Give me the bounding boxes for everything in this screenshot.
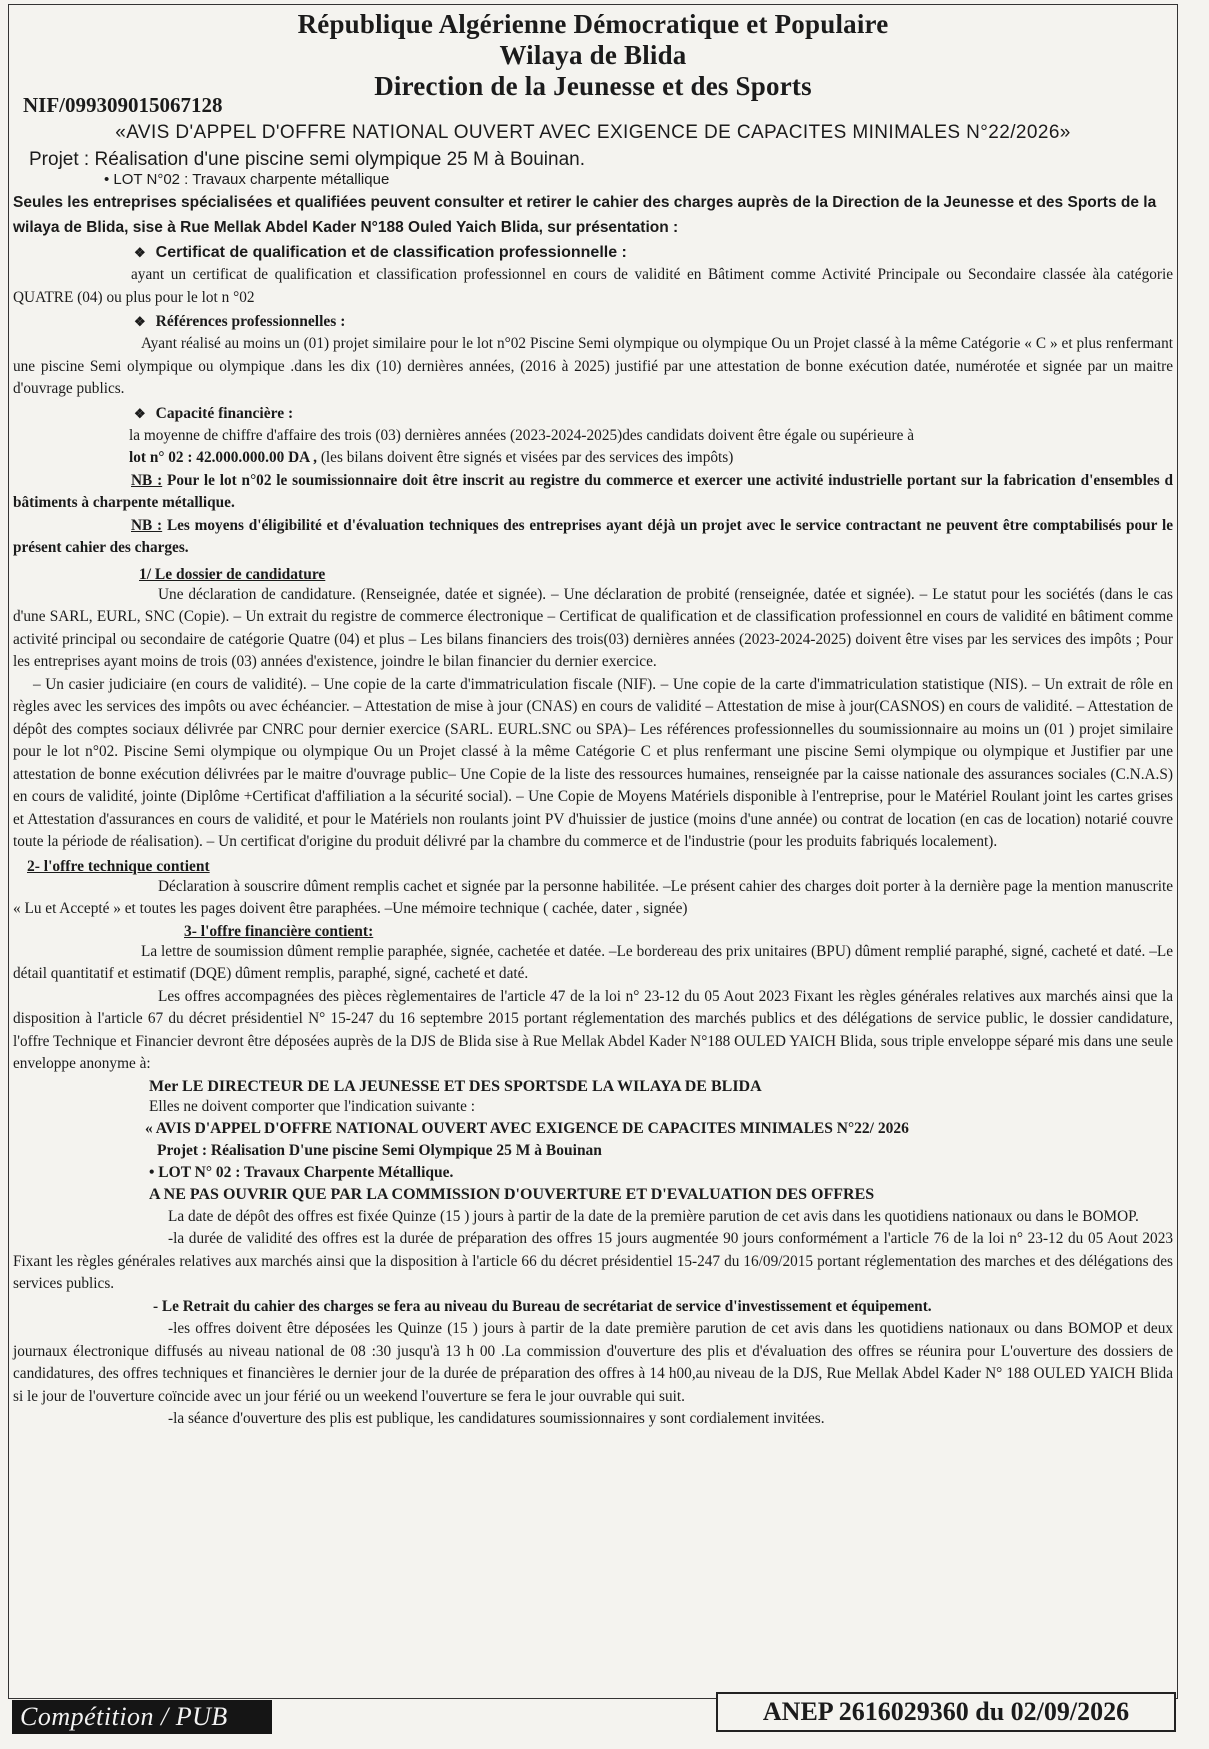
financial-offer-text: La lettre de soumission dûment remplie paraphée, signée, cachetée et datée. –Le bordereau des prix unitaires (BPU) dûment remplié paraphé, signé, cacheté et daté. –Le détail quantitatif et estimatif (DQE) dûment remplis, paraphé, signé, cacheté et daté. [13, 942, 1173, 982]
envelope-title: « AVIS D'APPEL D'OFFRE NATIONAL OUVERT AVEC EXIGENCE DE CAPACITES MINIMALES N°22/ 2026 [145, 1119, 909, 1137]
diamond-bullet-icon: ❖ [134, 245, 146, 260]
project-title: Projet : Réalisation d'une piscine semi olympique 25 M à Bouinan. [29, 149, 585, 170]
lot-title: • LOT N°02 : Travaux charpente métallique [104, 171, 390, 188]
references-heading: ❖ Références professionnelles : [134, 313, 346, 330]
notice-title: «AVIS D'APPEL D'OFFRE NATIONAL OUVERT AVEC EXIGENCE DE CAPACITES MINIMALES N°22/2026» [115, 122, 1071, 143]
header [9, 9, 1177, 102]
anep-reference: ANEP 2616029360 du 02/09/2026 [716, 1692, 1176, 1732]
candidature-text-1: Une déclaration de candidature. (Renseignée, datée et signée). – Une déclaration de probité (renseignée, datée et signée). – Le statut pour les sociétés (dans le cas d'une SARL, EURL, SNC (Copie). – Un extrait du registre de commerce électronique – Certificat de qualification et de classification professionnel en cours de validité en bâtiment comme activité principal ou secondaire de catégorie Quatre (04) et plus – Les bilans financiers des trois(03) dernières années (2023-2024-2025) doivent être vises par les services des impôts ; Pour les entreprises ayant moins de trois (03) années d'existence, joindre le bilan financier du dernier exercice. [13, 585, 1173, 670]
session-text: -la séance d'ouverture des plis est publique, les candidatures soumissionnaires y sont cordialement invitées. [168, 1410, 825, 1427]
references-text: Ayant réalisé au moins un (01) projet similaire pour le lot n°02 Piscine Semi olympique ou olympique Ou un Projet classé à la même Catégorie « C » et plus renfermant une piscine Semi olympique ou olympique .dans les dix (10) dernières années, (2016 à 2025) justifié par une attestation de bonne exécution datée, numérotée et signée par un maitre d'ouvrage publics. [13, 335, 1173, 397]
financial-text: la moyenne de chiffre d'affaire des trois (03) dernières années (2023-2024-2025)des candidats doivent être égale ou supérieure à lot n° 02 : 42.000.000.00 DA , (les bilans doivent être signés et visées par des services des impôts) [129, 426, 914, 466]
certificate-text: ayant un certificat de qualification et classification professionnel en cours de validité en Bâtiment comme Activité Principale ou Secondaire classée àla catégorie QUATRE (04) ou plus pour le lot n °02 [13, 266, 1173, 306]
indication-line: Elles ne doivent comporter que l'indication suivante : [149, 1097, 476, 1115]
envelope-project: Projet : Réalisation D'une piscine Semi Olympique 25 M à Bouinan [157, 1141, 602, 1159]
header-wilaya: Wilaya de Blida [499, 40, 687, 70]
regulatory-text: Les offres accompagnées des pièces règlementaires de l'article 47 de la loi n° 23-12 du 05 Aout 2023 Fixant les règles générales relatives aux marchés ainsi que la disposition à l'article 67 du décret présidentiel N° 15-247 du 16 septembre 2015 portant réglementation des marchés publics et des délégations de service public, le dossier candidature, l'offre Technique et Financier devront être déposées auprès de la DJS de Blida sise à Rue Mellak Abdel Kader N°188 OULED YAICH Blida, sous triple enveloppe séparé mis dans une seule enveloppe anonyme à: [13, 987, 1173, 1072]
technical-text: Déclaration à souscrire dûment remplis cachet et signée par la personne habilitée. –Le présent cahier des charges doit porter à la dernière page la mention manuscrite « Lu et Accepté » et toutes les pages doivent être paraphées. –Une mémoire technique ( cachée, dater , signée) [13, 877, 1173, 917]
candidature-text-2: – Un casier judiciaire (en cours de validité). – Une copie de la carte d'immatriculation fiscale (NIF). – Une copie de la carte d'immatriculation statistique (NIS). – Un extrait de rôle en règles avec les services des impôts ou avec échéancier. – Attestation de mise à jour (CNAS) en cours de validité – Attestation de mise à jour(CASNOS) en cours de validité. – Attestation de dépôt des comptes sociaux délivrée par CNRC pour dernier exercice (SARL. EURL.SNC ou SPA)– Les références professionnelles du soumissionnaire au moins un (01 ) projet similaire pour le lot n°02. Piscine Semi olympique ou olympique Ou un Projet classé à la même Catégorie C et plus renfermant une piscine Semi olympique ou olympique et Justifier par une attestation de bonne exécution délivrées par le maitre d'ouvrage public– Une Copie de la liste des ressources humaines, renseignée par la caisse nationale des assurances sociales (C.N.A.S) en cours de validité, jointe (Diplôme +Certificat d'affiliation a la sécurité social). – Une Copie de Moyens Matériels disponible à l'entreprise, pour le Matériel Roulant joint les cartes grises et Attestation d'assurances en cours de validité, et pour le Matériels non roulants joint PV d'huissier de justice (moins d'une année) ou contrat de location (en cas de location) notarié couvre toute la période de réalisation). – Un certificat d'origine du produit délivré par la chambre du commerce et de l'industrie (pour les produits fabriqués localement). [13, 675, 1173, 850]
envelope-warning: A NE PAS OUVRIR QUE PAR LA COMMISSION D'OUVERTURE ET D'EVALUATION DES OFFRES [149, 1185, 875, 1203]
nb-eligibility: NB : Les moyens d'éligibilité et d'évaluation techniques des entreprises ayant déjà un projet avec le service contractant ne peuvent être comptabilisés pour le présent cahier des charges. [13, 516, 1174, 556]
deposit-date-text: La date de dépôt des offres est fixée Quinze (15 ) jours à partir de la date de la première parution de cet avis dans les quotidiens nationaux ou dans le BOMOP. [168, 1207, 1139, 1225]
opening-text: -les offres doivent être déposées les Quinze (15 ) jours à partir de la date première parution de cet avis dans les quotidiens nationaux ou dans BOMOP et deux journaux électronique diffusés au niveau national de 08 :30 jusqu'à 13 h 00 .La commission d'ouverture des plis et d'évaluation des offres se réunira pour L'ouverture des dossiers de candidatures, des offres techniques et financières le dernier jour de la durée de préparation des offres à 14 h00,au niveau de la DJS, Rue Mellak Abdel Kader N° 188 OULED YAICH Blida si le jour de l'ouverture coïncide avec un jour férié ou un weekend l'ouverture se fera le jour ouvrable qui suit. [13, 1320, 1173, 1405]
diamond-bullet-icon: ❖ [134, 314, 146, 329]
addressee: Mer LE DIRECTEUR DE LA JEUNESSE ET DES SPORTSDE LA WILAYA DE BLIDA [149, 1077, 762, 1095]
section-technical-heading: 2- l'offre technique contient [27, 857, 210, 875]
header-direction: Direction de la Jeunesse et des Sports [374, 71, 812, 101]
header-republic: République Algérienne Démocratique et Populaire [297, 9, 889, 39]
nb-registry: NB : Pour le lot n°02 le soumissionnaire doit être inscrit au registre du commerce et exercer une activité industrielle portant sur la fabrication d'ensembles d bâtiments à charpente métallique. [13, 471, 1174, 511]
intro-paragraph: Seules les entreprises spécialisées et qualifiées peuvent consulter et retirer le cahier des charges auprès de la Direction de la Jeunesse et des Sports de la wilaya de Blida, sise à Rue Mellak Abdel Kader N°188 Ouled Yaich Blida, sur présentation : [13, 194, 1157, 236]
section-candidature-heading: 1/ Le dossier de candidature [139, 565, 326, 583]
section-financial-offer-heading: 3- l'offre financière contient: [184, 922, 374, 940]
financial-heading: ❖ Capacité financière : [134, 404, 294, 422]
validity-text: -la durée de validité des offres est la durée de préparation des offres 15 jours augmentée 90 jours conformément a l'article 76 de la loi n° 23-12 du 05 Aout 2023 Fixant les règles générales relatives aux marchés ainsi que la disposition à l'article 66 du décret présidentiel 15-247 du 16/09/2015 portant réglementation des marches et des délégations des services publics. [13, 1230, 1173, 1292]
envelope-lot: • LOT N° 02 : Travaux Charpente Métallique. [149, 1163, 454, 1181]
document-frame [8, 4, 1178, 1699]
competition-pub-label: Compétition / PUB [12, 1700, 272, 1734]
financial-amount: lot n° 02 : 42.000.000.00 DA , [129, 449, 317, 466]
withdrawal-text: - Le Retrait du cahier des charges se fera au niveau du Bureau de secrétariat de service d'investissement et équipement. [153, 1297, 932, 1315]
certificate-heading: ❖ Certificat de qualification et de classification professionnelle : [134, 244, 627, 261]
diamond-bullet-icon: ❖ [134, 405, 146, 421]
nif-number: NIF/099309015067128 [23, 93, 223, 117]
